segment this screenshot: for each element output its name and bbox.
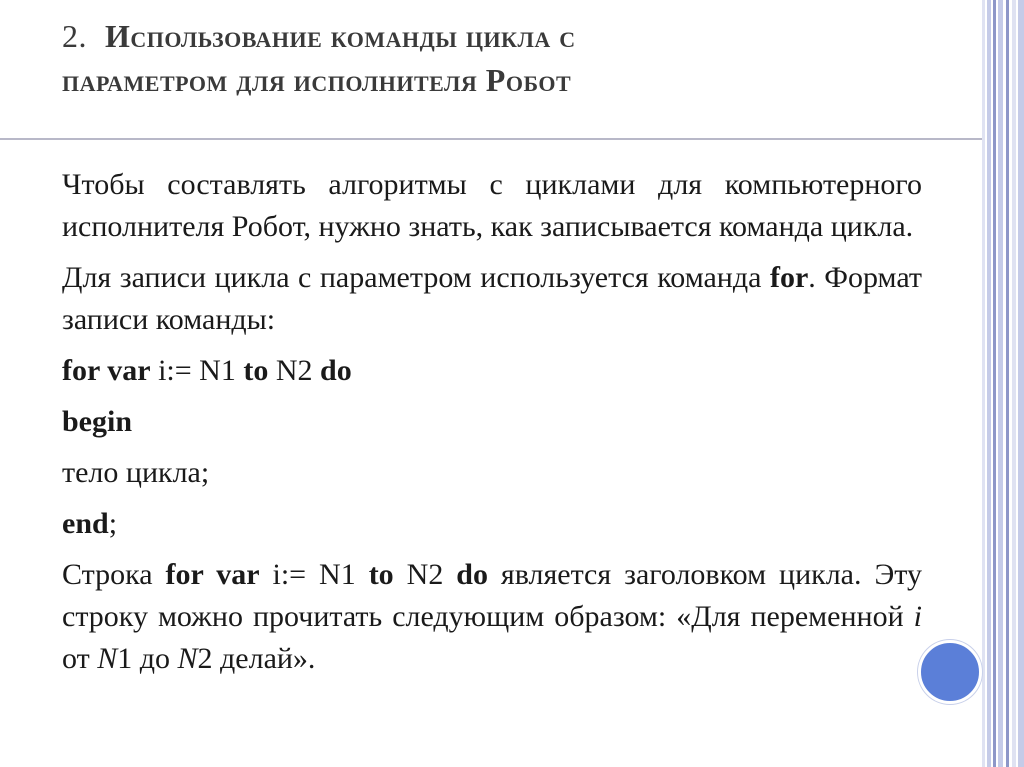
p3-mid3: является заголовком цикла. Эту строку можно прочитать следующим образом: «Для переменной xyxy=(62,558,922,633)
p3-var-i: i xyxy=(913,600,922,633)
stripe-2 xyxy=(987,0,991,767)
paragraph-intro: Чтобы составлять алгоритмы с циклами для компьютерного исполнителя Робот, нужно знать, как записывается команда цикла. xyxy=(62,168,922,243)
p3-kw-to: to xyxy=(368,558,394,591)
code-assign: i:= N1 xyxy=(150,354,244,387)
p3-mid2: N2 xyxy=(393,558,457,591)
code-line-end xyxy=(62,503,922,545)
code-line-body: тело цикла; xyxy=(62,456,210,489)
p3-mid5: 1 до xyxy=(117,642,178,675)
code-kw-for-var: for var xyxy=(62,354,151,387)
code-kw-begin: begin xyxy=(62,405,133,438)
code-kw-to: to xyxy=(243,354,269,387)
stripe-4 xyxy=(998,0,1003,767)
title-number: 2. xyxy=(62,18,87,54)
p3-kw-do: do xyxy=(456,558,488,591)
p3-end: 2 делай». xyxy=(197,642,316,675)
paragraph-header-explanation xyxy=(62,554,922,680)
code-semicolon: ; xyxy=(108,507,118,540)
title-text-line2: параметром для исполнителя Робот xyxy=(62,62,572,98)
code-line-begin xyxy=(62,401,922,443)
p3-var-n2: N xyxy=(177,642,198,675)
p2-keyword-for: for xyxy=(769,261,809,294)
p3-var-n1: N xyxy=(97,642,118,675)
p3-mid1: i:= N1 xyxy=(259,558,369,591)
stripe-3 xyxy=(993,0,996,767)
title-line-1 xyxy=(62,14,962,58)
p3-start: Строка xyxy=(62,558,166,591)
stripe-1 xyxy=(982,0,985,767)
decorative-circle xyxy=(918,640,982,704)
code-line-header xyxy=(62,350,922,392)
stripe-7 xyxy=(1018,0,1024,767)
code-n2: N2 xyxy=(268,354,321,387)
stripe-6 xyxy=(1012,0,1016,767)
slide-title xyxy=(62,14,962,102)
title-text-line1: Использование команды цикла с xyxy=(105,18,576,54)
paragraph-command-format xyxy=(62,257,922,341)
code-kw-end: end xyxy=(62,507,109,540)
p2-start: Для записи цикла с параметром используется команда xyxy=(62,261,770,294)
p2-end: . Формат записи команды: xyxy=(62,261,922,336)
code-kw-do: do xyxy=(320,354,352,387)
title-divider xyxy=(0,138,982,140)
title-line-2 xyxy=(62,58,962,102)
slide-body xyxy=(62,164,922,689)
p3-kw-for-var: for var xyxy=(165,558,260,591)
p3-mid4: от xyxy=(62,642,98,675)
decorative-stripes xyxy=(982,0,1024,767)
stripe-5 xyxy=(1006,0,1009,767)
